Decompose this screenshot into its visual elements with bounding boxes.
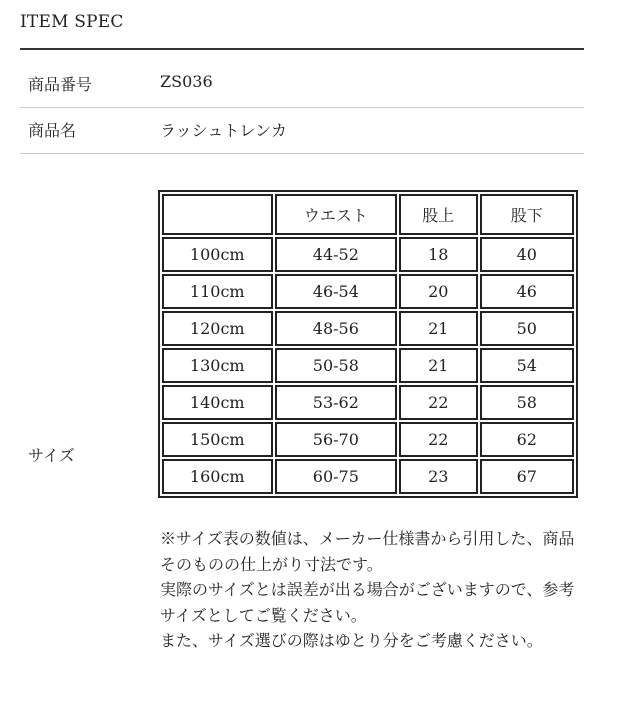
inseam-cell: 46 (480, 274, 575, 309)
waist-cell: 46-54 (275, 274, 398, 309)
table-row (162, 348, 574, 383)
waist-cell: 50-58 (275, 348, 398, 383)
size-cell: 120cm (162, 311, 273, 346)
size-cell: 110cm (162, 274, 273, 309)
product-name-value: ラッシュトレンカ (160, 121, 287, 140)
inseam-cell: 50 (480, 311, 575, 346)
rise-cell: 21 (399, 348, 477, 383)
heading-divider (20, 48, 584, 50)
table-row (162, 385, 574, 420)
rise-cell: 22 (399, 422, 477, 457)
waist-cell: 48-56 (275, 311, 398, 346)
header-cell-rise: 股上 (399, 194, 477, 235)
size-table (158, 190, 578, 498)
table-row (162, 459, 574, 494)
waist-cell: 56-70 (275, 422, 398, 457)
rise-cell: 20 (399, 274, 477, 309)
waist-cell: 60-75 (275, 459, 398, 494)
inseam-cell: 54 (480, 348, 575, 383)
inseam-cell: 67 (480, 459, 575, 494)
size-cell: 100cm (162, 237, 273, 272)
inseam-cell: 58 (480, 385, 575, 420)
rise-cell: 18 (399, 237, 477, 272)
inseam-cell: 40 (480, 237, 575, 272)
rise-cell: 21 (399, 311, 477, 346)
size-table-header-row (162, 194, 574, 235)
table-row (162, 274, 574, 309)
rise-cell: 23 (399, 459, 477, 494)
size-cell: 130cm (162, 348, 273, 383)
product-name-label: 商品名 (28, 121, 77, 140)
row-divider (20, 153, 584, 154)
size-cell: 140cm (162, 385, 273, 420)
table-row (162, 237, 574, 272)
rise-cell: 22 (399, 385, 477, 420)
size-cell: 160cm (162, 459, 273, 494)
row-divider (20, 107, 584, 108)
section-heading: ITEM SPEC (20, 12, 124, 32)
waist-cell: 44-52 (275, 237, 398, 272)
header-cell (162, 194, 273, 235)
table-row (162, 422, 574, 457)
size-label: サイズ (28, 446, 75, 465)
size-cell: 150cm (162, 422, 273, 457)
product-number-label: 商品番号 (28, 75, 93, 94)
waist-cell: 53-62 (275, 385, 398, 420)
product-number-value: ZS036 (160, 72, 213, 91)
table-row (162, 311, 574, 346)
header-cell-inseam: 股下 (480, 194, 575, 235)
size-notes: ※サイズ表の数値は、メーカー仕様書から引用した、商品そのものの仕上がり寸法です。 実際のサイズとは誤差が出る場合がございますので、参考サイズとしてご覧ください。 また、サイズ選びの際はゆとり分をご考慮ください。 (160, 529, 575, 650)
header-cell-waist: ウエスト (275, 194, 398, 235)
inseam-cell: 62 (480, 422, 575, 457)
